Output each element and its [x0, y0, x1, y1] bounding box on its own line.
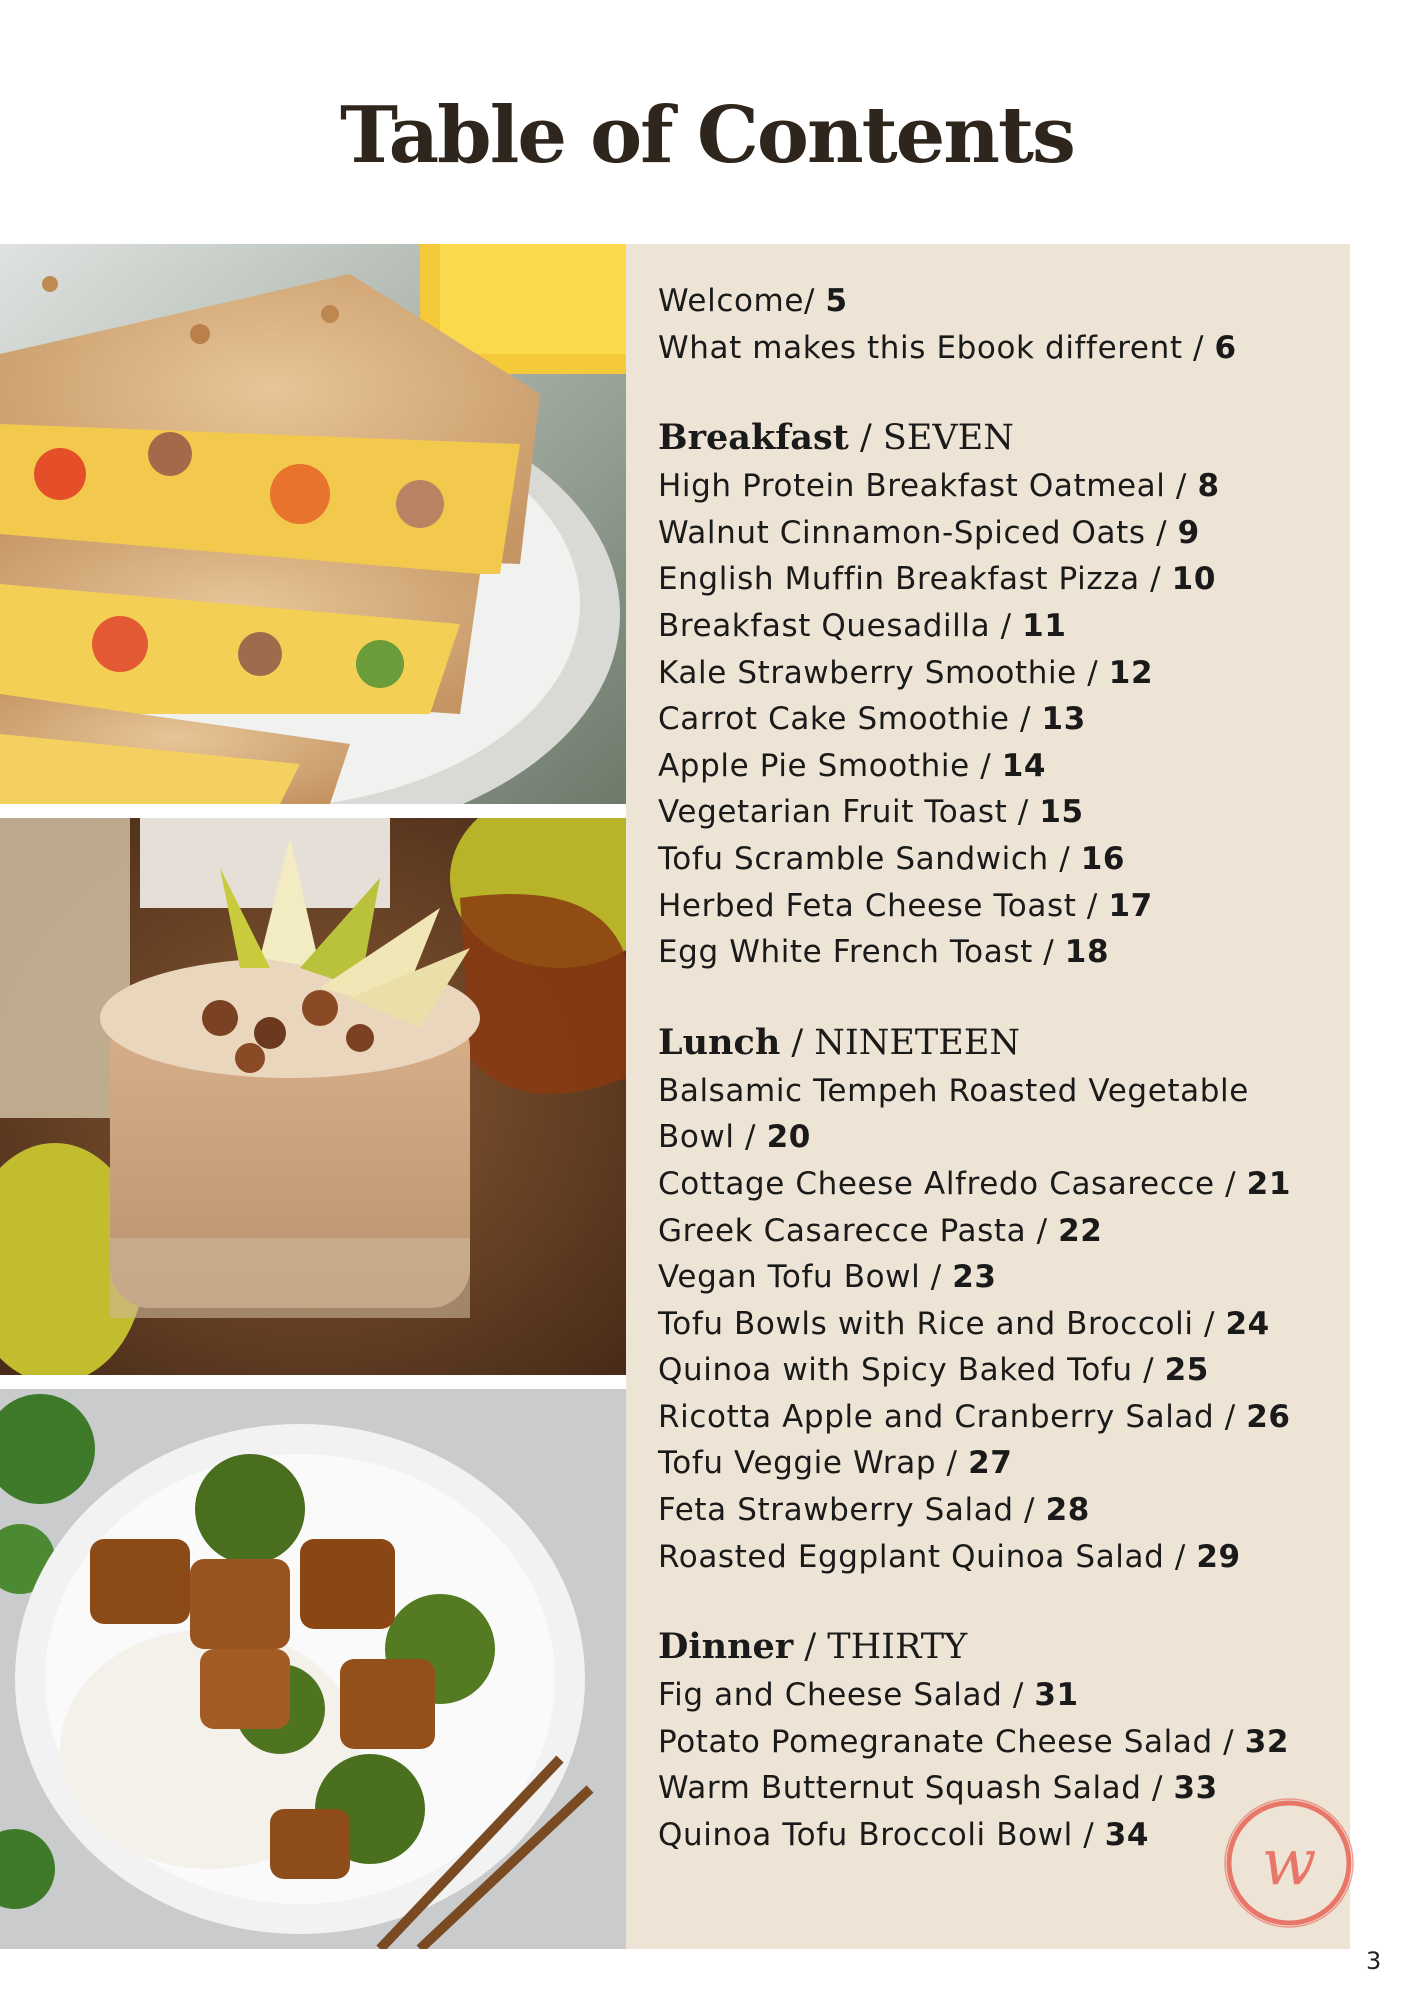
toc-entry[interactable]: Cottage Cheese Alfredo Casarecce / 21 — [658, 1165, 1291, 1202]
intro-entries — [658, 278, 1338, 371]
toc-entry-welcome[interactable]: Welcome/ 5 — [658, 283, 848, 319]
toc-entry[interactable]: Balsamic Tempeh Roasted Vegetable Bowl / 20 — [658, 1072, 1249, 1156]
breakfast-quesadilla-photo — [0, 244, 626, 804]
toc-entry[interactable]: Tofu Veggie Wrap / 27 — [658, 1445, 1013, 1482]
tofu-bowl-photo — [0, 1389, 626, 1949]
toc-entry[interactable]: Warm Butternut Squash Salad / 33 — [658, 1770, 1218, 1807]
brand-logo-icon — [1222, 1796, 1356, 1930]
toc-entry[interactable]: Fig and Cheese Salad / 31 — [658, 1677, 1079, 1714]
section-heading-breakfast[interactable]: Breakfast / SEVEN — [658, 417, 1014, 459]
toc-entry[interactable]: Greek Casarecce Pasta / 22 — [658, 1212, 1103, 1249]
lunch-entries — [658, 1068, 1338, 1581]
toc-entry[interactable]: Tofu Scramble Sandwich / 16 — [658, 840, 1126, 877]
toc-entry[interactable]: Carrot Cake Smoothie / 13 — [658, 701, 1086, 738]
logo-letter: w — [1261, 1826, 1317, 1900]
toc-entry[interactable]: English Muffin Breakfast Pizza / 10 — [658, 561, 1217, 598]
toc-entry[interactable]: Feta Strawberry Salad / 28 — [658, 1492, 1090, 1529]
toc-entry-ebook-different[interactable]: What makes this Ebook different / 6 — [658, 329, 1237, 366]
section-heading-dinner[interactable]: Dinner / THIRTY — [658, 1626, 968, 1668]
toc-entry[interactable]: Potato Pomegranate Cheese Salad / 32 — [658, 1723, 1290, 1760]
toc-entry[interactable]: Walnut Cinnamon-Spiced Oats / 9 — [658, 514, 1200, 551]
toc-entry[interactable]: Apple Pie Smoothie / 14 — [658, 747, 1047, 784]
overnight-oats-photo — [0, 818, 626, 1375]
toc-entry[interactable]: Breakfast Quesadilla / 11 — [658, 607, 1067, 644]
toc-entry[interactable]: Kale Strawberry Smoothie / 12 — [658, 654, 1154, 691]
breakfast-entries — [658, 463, 1338, 976]
toc-entry[interactable]: Vegetarian Fruit Toast / 15 — [658, 794, 1084, 831]
toc-page-number: 6 — [1214, 329, 1237, 366]
section-heading-lunch[interactable]: Lunch / NINETEEN — [658, 1021, 1021, 1063]
toc-entry[interactable]: Ricotta Apple and Cranberry Salad / 26 — [658, 1398, 1291, 1435]
toc-entry[interactable]: Tofu Bowls with Rice and Broccoli / 24 — [658, 1305, 1270, 1342]
toc-page-number: 5 — [825, 283, 848, 319]
toc-entry[interactable]: Roasted Eggplant Quinoa Salad / 29 — [658, 1538, 1241, 1575]
toc-list — [658, 278, 1338, 1859]
page-title: Table of Contents — [340, 90, 1074, 181]
toc-entry[interactable]: Vegan Tofu Bowl / 23 — [658, 1259, 997, 1296]
toc-entry[interactable]: Herbed Feta Cheese Toast / 17 — [658, 887, 1153, 924]
toc-entry[interactable]: Egg White French Toast / 18 — [658, 934, 1110, 971]
page-number: 3 — [1366, 1947, 1382, 1975]
toc-entry[interactable]: High Protein Breakfast Oatmeal / 8 — [658, 468, 1220, 505]
toc-entry[interactable]: Quinoa Tofu Broccoli Bowl / 34 — [658, 1817, 1150, 1854]
toc-entry[interactable]: Quinoa with Spicy Baked Tofu / 25 — [658, 1352, 1209, 1389]
